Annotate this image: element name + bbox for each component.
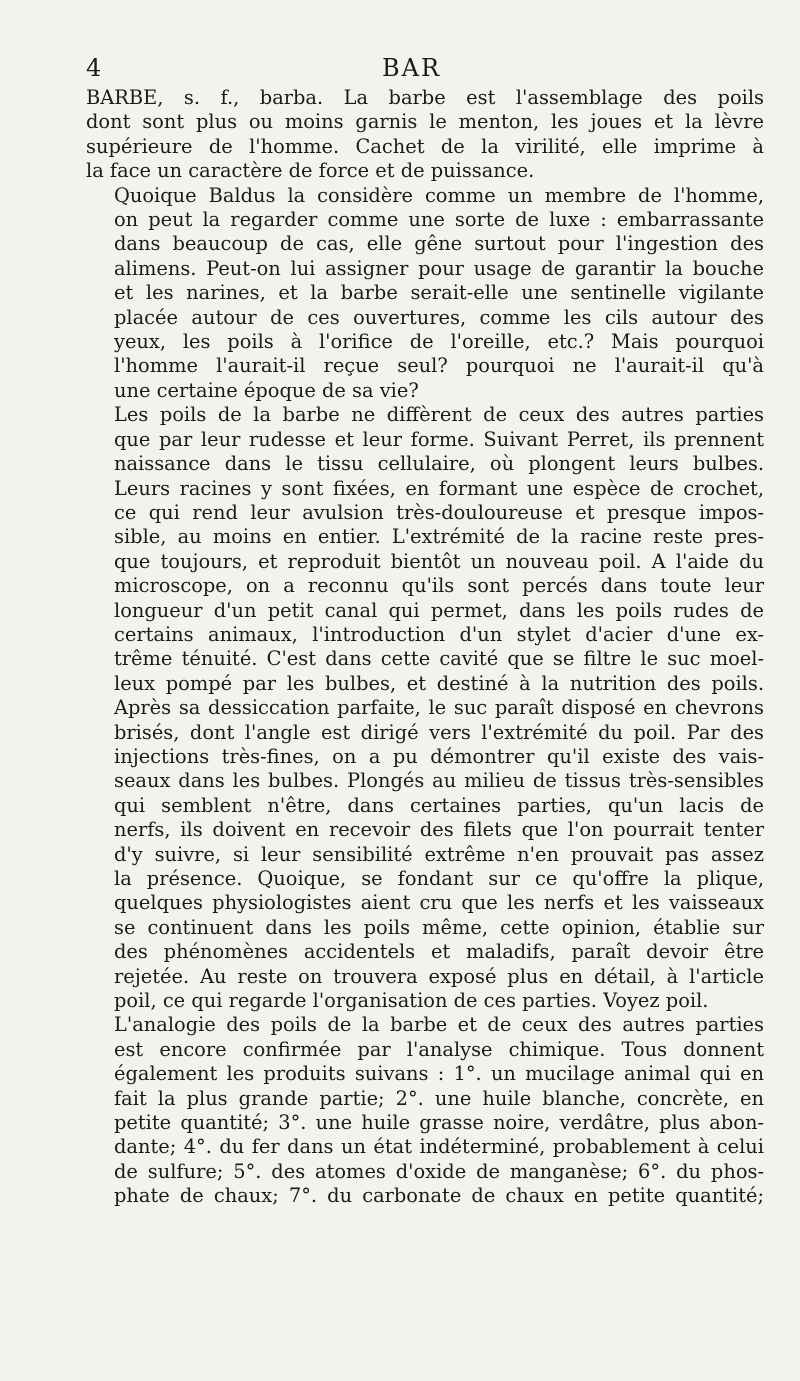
text-line: nerfs, ils doivent en recevoir des filets que l'on pourrait tenter bbox=[114, 818, 764, 842]
text-line: microscope, on a reconnu qu'ils sont percés dans toute leur bbox=[114, 574, 764, 598]
running-head bbox=[86, 54, 760, 88]
text-line: la face un caractère de force et de puissance. bbox=[86, 159, 535, 183]
text-line: se continuent dans les poils même, cette opinion, établie sur bbox=[114, 915, 764, 939]
text-line: quelques physiologistes aient cru que les nerfs et les vaisseaux bbox=[114, 891, 764, 915]
text-line: certains animaux, l'introduction d'un stylet d'acier d'une ex- bbox=[114, 622, 764, 646]
text-line: Après sa dessiccation parfaite, le suc paraît disposé en chevrons bbox=[114, 696, 764, 720]
text-line: dont sont plus ou moins garnis le menton, les joues et la lèvre bbox=[86, 110, 764, 134]
text-line: Leurs racines y sont fixées, en formant une espèce de crochet, bbox=[114, 476, 764, 500]
text-line: seaux dans les bulbes. Plongés au milieu de tissus très-sensibles bbox=[114, 769, 764, 793]
text-line: une certaine époque de sa vie? bbox=[114, 378, 419, 402]
paragraph bbox=[86, 86, 764, 184]
text-line: des phénomènes accidentels et maladifs, paraît devoir être bbox=[114, 940, 764, 964]
text-line: phate de chaux; 7°. du carbonate de chaux en petite quantité; bbox=[114, 1184, 764, 1208]
text-line: qui semblent n'être, dans certaines parties, qu'un lacis de bbox=[114, 793, 764, 817]
text-line: ce qui rend leur avulsion très-douloureuse et presque impos- bbox=[114, 500, 764, 524]
text-line: alimens. Peut-on lui assigner pour usage de garantir la bouche bbox=[114, 256, 764, 280]
text-line: brisés, dont l'angle est dirigé vers l'extrémité du poil. Par des bbox=[114, 720, 764, 744]
text-line: poil, ce qui regarde l'organisation de ces parties. Voyez poil. bbox=[114, 989, 709, 1013]
text-line: yeux, les poils à l'orifice de l'oreille, etc.? Mais pourquoi bbox=[114, 330, 764, 354]
text-line: que par leur rudesse et leur forme. Suivant Perret, ils prennent bbox=[114, 427, 764, 451]
text-line: supérieure de l'homme. Cachet de la virilité, elle imprime à bbox=[86, 134, 764, 158]
text-line: dans beaucoup de cas, elle gêne surtout pour l'ingestion des bbox=[114, 232, 764, 256]
text-line: et les narines, et la barbe serait-elle une sentinelle vigilante bbox=[114, 281, 764, 305]
text-line: fait la plus grande partie; 2°. une huile blanche, concrète, en bbox=[114, 1086, 764, 1110]
dictionary-entry-text bbox=[86, 86, 764, 1209]
text-line: petite quantité; 3°. une huile grasse noire, verdâtre, plus abon- bbox=[114, 1111, 764, 1135]
text-line: BARBE, s. f., barba. La barbe est l'assemblage des poils bbox=[86, 86, 764, 109]
text-line: la présence. Quoique, se fondant sur ce qu'offre la plique, bbox=[114, 867, 764, 890]
text-line: Quoique Baldus la considère comme un membre de l'homme, bbox=[114, 183, 764, 207]
text-line: Les poils de la barbe ne diffèrent de ceux des autres parties bbox=[114, 403, 764, 427]
text-line: naissance dans le tissu cellulaire, où plongent leurs bulbes. bbox=[114, 452, 764, 476]
text-line: sible, au moins en entier. L'extrémité de la racine reste pres- bbox=[114, 525, 764, 549]
paragraph bbox=[86, 403, 764, 1013]
page-number: 4 bbox=[86, 54, 102, 82]
text-line: placée autour de ces ouvertures, comme les cils autour des bbox=[114, 305, 764, 329]
text-line: injections très-fines, on a pu démontrer qu'il existe des vais- bbox=[114, 744, 764, 768]
text-line: leux pompé par les bulbes, et destiné à la nutrition des poils. bbox=[114, 671, 764, 695]
text-line: rejetée. Au reste on trouvera exposé plus en détail, à l'article bbox=[114, 964, 764, 988]
running-head-word: BAR bbox=[382, 54, 442, 82]
text-line: de sulfure; 5°. des atomes d'oxide de manganèse; 6°. du phos- bbox=[114, 1159, 764, 1183]
text-line: que toujours, et reproduit bientôt un nouveau poil. A l'aide du bbox=[114, 549, 764, 573]
paragraph bbox=[86, 1013, 764, 1208]
text-line: on peut la regarder comme une sorte de luxe : embarrassante bbox=[114, 208, 764, 232]
text-line: l'homme l'aurait-il reçue seul? pourquoi ne l'aurait-il qu'à bbox=[114, 354, 764, 378]
text-line: longueur d'un petit canal qui permet, dans les poils rudes de bbox=[114, 598, 764, 622]
text-line: également les produits suivans : 1°. un mucilage animal qui en bbox=[114, 1062, 764, 1086]
paragraph bbox=[86, 184, 764, 404]
text-line: d'y suivre, si leur sensibilité extrême n'en prouvait pas assez bbox=[114, 842, 764, 866]
text-line: trême ténuité. C'est dans cette cavité que se filtre le suc moel- bbox=[114, 647, 764, 671]
text-line: L'analogie des poils de la barbe et de ceux des autres parties bbox=[114, 1013, 764, 1037]
text-line: est encore confirmée par l'analyse chimique. Tous donnent bbox=[114, 1037, 764, 1061]
text-line: dante; 4°. du fer dans un état indéterminé, probablement à celui bbox=[114, 1135, 764, 1159]
